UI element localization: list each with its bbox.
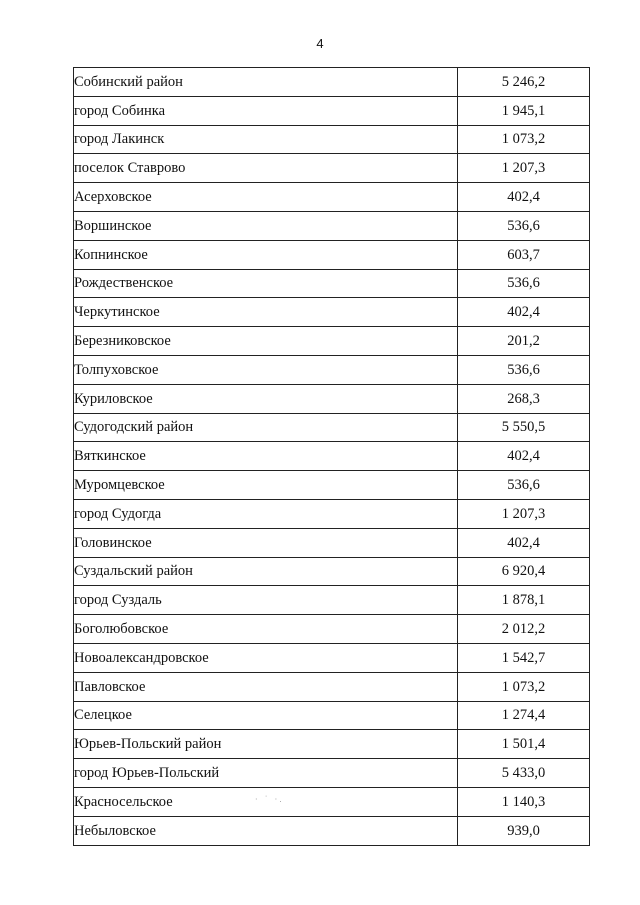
municipality-name-cell: Муромцевское — [74, 471, 458, 500]
amount-cell: 1 878,1 — [458, 586, 590, 615]
amount-cell: 1 945,1 — [458, 96, 590, 125]
municipality-name-cell: город Лакинск — [74, 125, 458, 154]
municipality-name-cell: Вяткинское — [74, 442, 458, 471]
table-row — [74, 730, 590, 759]
amount-cell: 268,3 — [458, 384, 590, 413]
table-row — [74, 586, 590, 615]
amount-cell: 402,4 — [458, 183, 590, 212]
table-row — [74, 442, 590, 471]
table-row — [74, 68, 590, 97]
amount-cell: 1 274,4 — [458, 701, 590, 730]
table-row — [74, 759, 590, 788]
table-row — [74, 471, 590, 500]
municipality-name-cell: Юрьев-Польский район — [74, 730, 458, 759]
table-row — [74, 499, 590, 528]
table-row — [74, 557, 590, 586]
municipality-name-cell: Толпуховское — [74, 355, 458, 384]
amount-cell: 1 073,2 — [458, 672, 590, 701]
table-row — [74, 183, 590, 212]
amount-cell: 536,6 — [458, 471, 590, 500]
municipality-name-cell: город Собинка — [74, 96, 458, 125]
municipality-name-cell: Куриловское — [74, 384, 458, 413]
municipality-name-cell: город Юрьев-Польский — [74, 759, 458, 788]
table-row — [74, 154, 590, 183]
municipality-name-cell: Головинское — [74, 528, 458, 557]
table-row — [74, 615, 590, 644]
scan-artifact: · ˙ ·. — [255, 795, 284, 804]
table-row — [74, 298, 590, 327]
amount-cell: 5 433,0 — [458, 759, 590, 788]
amount-cell: 2 012,2 — [458, 615, 590, 644]
amount-cell: 1 207,3 — [458, 499, 590, 528]
amount-cell: 402,4 — [458, 528, 590, 557]
table-row — [74, 327, 590, 356]
table-row — [74, 413, 590, 442]
amount-cell: 402,4 — [458, 442, 590, 471]
amount-cell: 1 140,3 — [458, 787, 590, 816]
table-row — [74, 643, 590, 672]
municipality-name-cell: Селецкое — [74, 701, 458, 730]
amount-cell: 5 550,5 — [458, 413, 590, 442]
amount-cell: 201,2 — [458, 327, 590, 356]
table-row — [74, 355, 590, 384]
amount-cell: 1 542,7 — [458, 643, 590, 672]
table-row — [74, 96, 590, 125]
amount-cell: 402,4 — [458, 298, 590, 327]
municipality-name-cell: город Суздаль — [74, 586, 458, 615]
amount-cell: 1 207,3 — [458, 154, 590, 183]
municipality-name-cell: Березниковское — [74, 327, 458, 356]
table-row — [74, 701, 590, 730]
table-row — [74, 528, 590, 557]
municipality-name-cell: город Судогда — [74, 499, 458, 528]
municipality-name-cell: Асерховское — [74, 183, 458, 212]
table-row — [74, 269, 590, 298]
amount-cell: 1 073,2 — [458, 125, 590, 154]
municipal-allocation-table — [73, 67, 590, 846]
table-row — [74, 787, 590, 816]
municipality-name-cell: Судогодский район — [74, 413, 458, 442]
municipality-name-cell: Рождественское — [74, 269, 458, 298]
table-row — [74, 240, 590, 269]
municipality-name-cell: поселок Ставрово — [74, 154, 458, 183]
municipality-name-cell: Воршинское — [74, 211, 458, 240]
municipality-name-cell: Боголюбовское — [74, 615, 458, 644]
amount-cell: 536,6 — [458, 211, 590, 240]
amount-cell: 939,0 — [458, 816, 590, 845]
amount-cell: 6 920,4 — [458, 557, 590, 586]
table-row — [74, 384, 590, 413]
municipality-name-cell: Красносельское — [74, 787, 458, 816]
amount-cell: 1 501,4 — [458, 730, 590, 759]
municipality-name-cell: Павловское — [74, 672, 458, 701]
municipality-name-cell: Суздальский район — [74, 557, 458, 586]
municipality-name-cell: Новоалександровское — [74, 643, 458, 672]
municipality-name-cell: Небыловское — [74, 816, 458, 845]
amount-cell: 536,6 — [458, 355, 590, 384]
amount-cell: 603,7 — [458, 240, 590, 269]
table-row — [74, 125, 590, 154]
municipality-name-cell: Собинский район — [74, 68, 458, 97]
table-row — [74, 211, 590, 240]
table-row — [74, 672, 590, 701]
amount-cell: 5 246,2 — [458, 68, 590, 97]
page-number: 4 — [316, 36, 324, 51]
table-row — [74, 816, 590, 845]
amount-cell: 536,6 — [458, 269, 590, 298]
table-body — [74, 68, 590, 846]
municipality-name-cell: Черкутинское — [74, 298, 458, 327]
municipality-name-cell: Копнинское — [74, 240, 458, 269]
